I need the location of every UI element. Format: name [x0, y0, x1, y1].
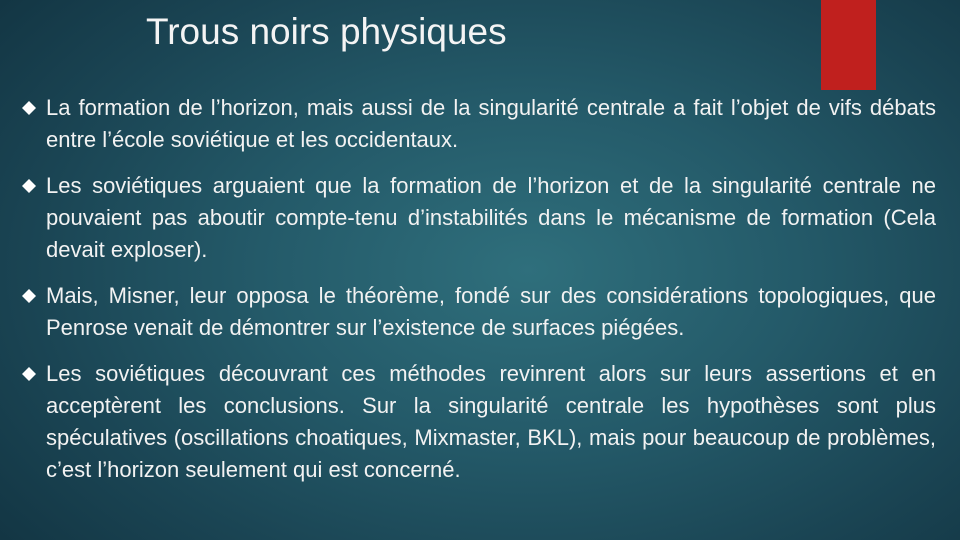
bullet-list — [22, 92, 936, 486]
diamond-icon — [22, 289, 36, 303]
bullet-item — [22, 92, 936, 156]
diamond-icon — [22, 367, 36, 381]
bullet-text: La formation de l’horizon, mais aussi de la singularité centrale a fait l’objet de vifs débats entre l’école soviétique et les occidentaux. — [46, 95, 936, 152]
bullet-item — [22, 358, 936, 486]
bullet-text: Mais, Misner, leur opposa le théorème, fondé sur des considérations topologiques, que Penrose venait de démontrer sur l’existence de surfaces piégées. — [46, 283, 936, 340]
bullet-text: Les soviétiques découvrant ces méthodes revinrent alors sur leurs assertions et en acceptèrent les conclusions. Sur la singularité centrale les hypothèses sont plus spéculatives (oscillations choatiques, Mixmaster, BKL), mais pour beaucoup de problèmes, c’est l’horizon seulement qui est concerné. — [46, 361, 936, 482]
bullet-item — [22, 170, 936, 266]
bullet-item — [22, 280, 936, 344]
diamond-icon — [22, 101, 36, 115]
diamond-icon — [22, 179, 36, 193]
slide-title: Trous noirs physiques — [146, 11, 507, 52]
accent-bar — [821, 0, 876, 90]
bullet-text: Les soviétiques arguaient que la formation de l’horizon et de la singularité centrale ne pouvaient pas aboutir compte-tenu d’instabilités dans le mécanisme de formation (Cela devait exploser). — [46, 173, 936, 262]
